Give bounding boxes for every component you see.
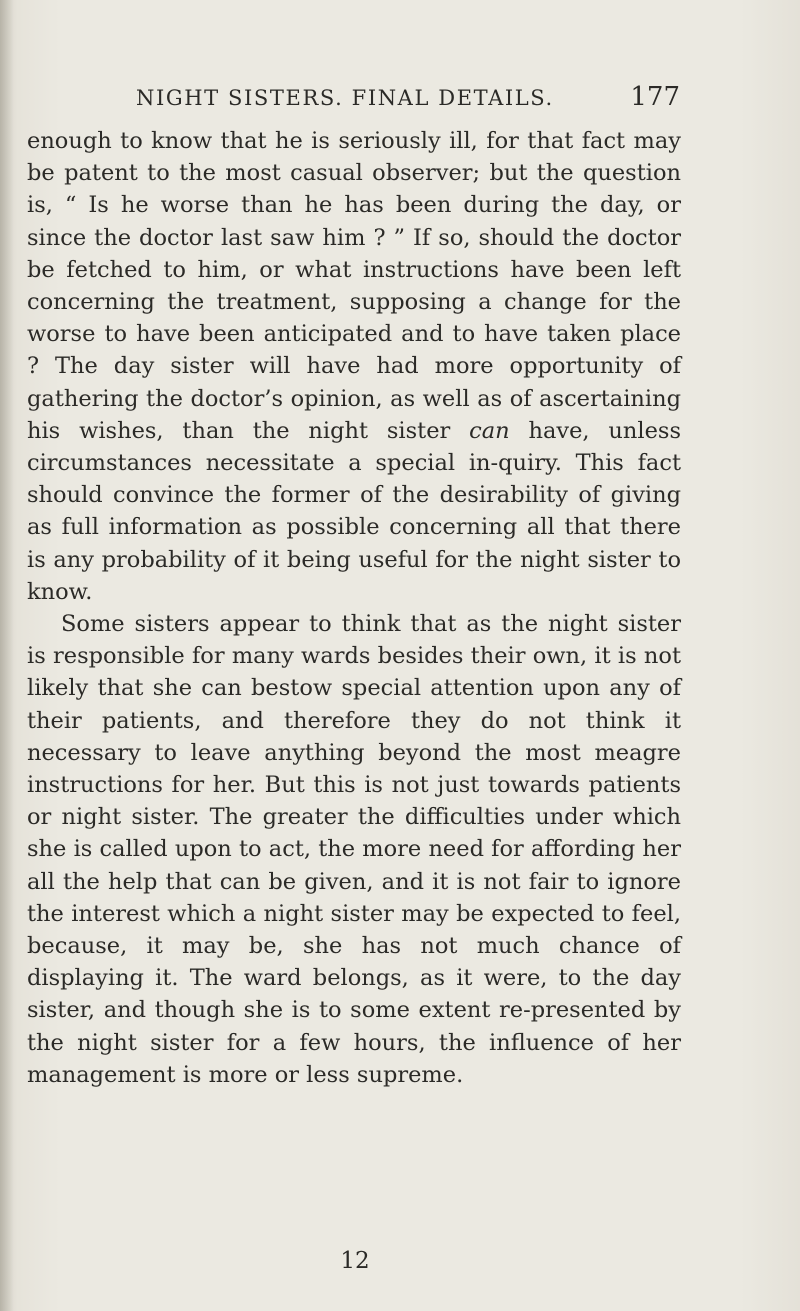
paragraph-2: Some sisters appear to think that as the night sister is responsible for many wards besides their own, it is not likely that she can bestow special attention upon any of their patients, and therefore they do not think it necessary to leave anything beyond the most meagre instructions for her. But this is not just towards patients or night sister. The greater the difficulties under which she is called upon to act, the more need for affording her all the help that can be given, and it is not fair to ignore the interest which a night sister may be expected to feel, because, it may be, she has not much chance of displaying it. The ward belongs, as it were, to the day sister, and though she is to some extent re-presented by the night sister for a few hours, the influence of her management is more or less supreme. [27,611,681,1088]
signature-mark: 12 [340,1248,370,1274]
body-text [27,125,681,1091]
paragraph-1-text-a: enough to know that he is seriously ill, for that fact may be patent to the most casual observer; but the question is, “ Is he worse than he has been during the day, or since the doctor last saw him ? ” If so, should the doctor be fetched to him, or what instructions have been left concerning the treatment, supposing a change for the worse to have been anticipated and to have taken place ? The day sister will have had more opportunity of gathering the doctor’s opinion, as well as of ascertaining his wishes, than the night sister [27,128,681,444]
binding-shadow [0,0,14,1311]
paragraph-1-text-b: have, unless circumstances necessitate a special in-quiry. This fact should convince the former of the desirability of giving as full information as possible concerning all that there is any probability of it being useful for the night sister to know. [27,417,681,605]
page-number: 177 [630,82,680,112]
paragraph-1 [27,125,681,608]
emphasis-can: can [469,417,510,444]
running-head: NIGHT SISTERS. FINAL DETAILS. [136,86,554,110]
page-header [136,82,680,118]
